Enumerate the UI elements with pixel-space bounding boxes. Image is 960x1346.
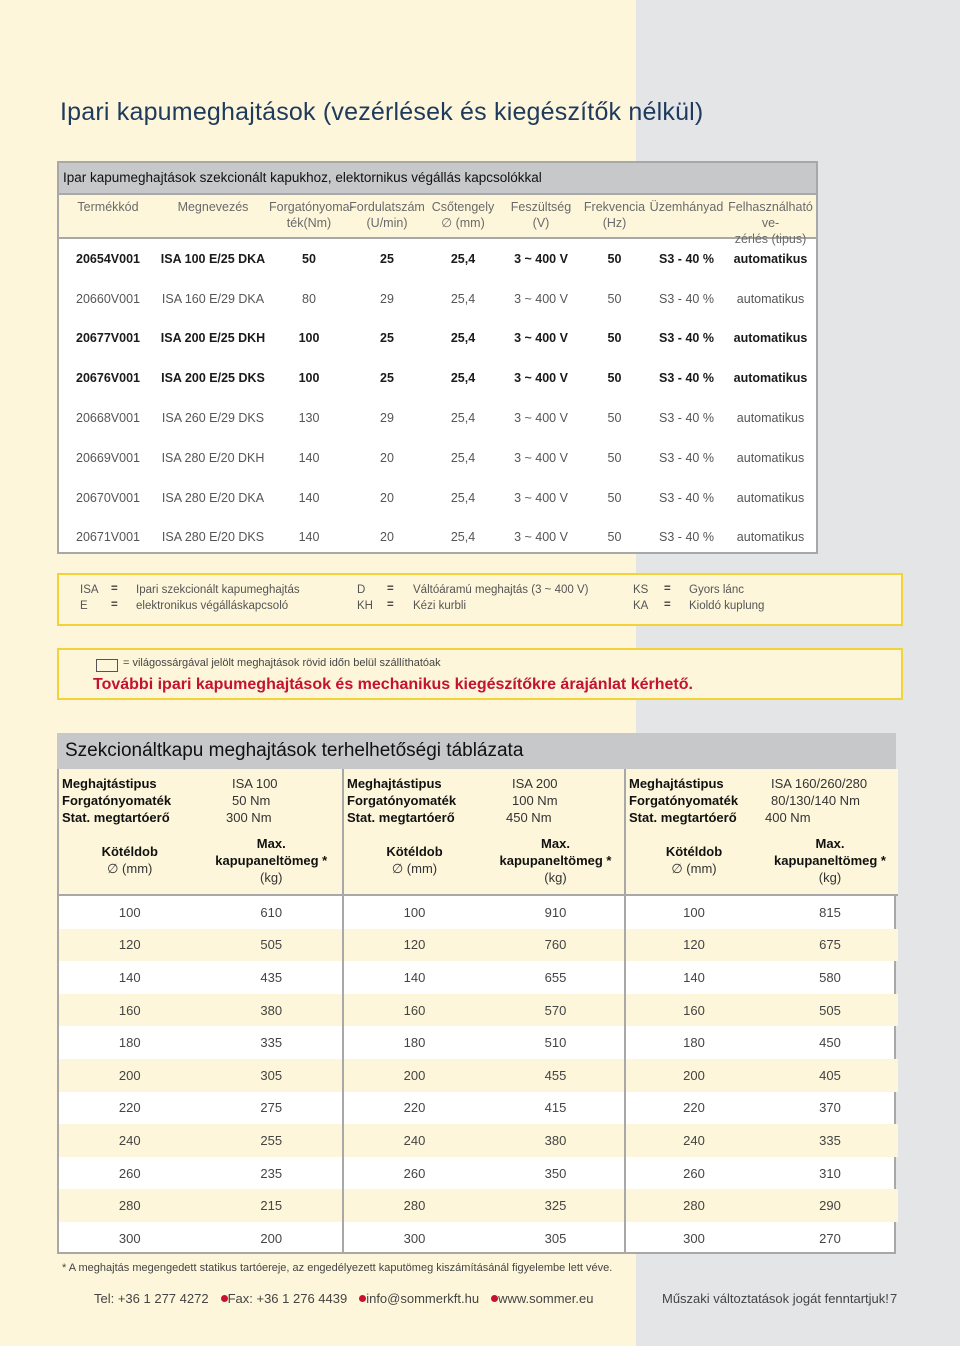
spec-value: 100 Nm xyxy=(512,793,558,808)
drum-diameter-cell: 160 xyxy=(403,1002,426,1018)
drum-label: Kötéldob xyxy=(101,844,158,859)
spec-label: Stat. megtartóerő xyxy=(629,810,737,825)
table-row xyxy=(59,961,342,994)
drum-label: Kötéldob xyxy=(386,844,443,859)
table-row xyxy=(59,518,816,558)
table-cell: 25,4 xyxy=(450,251,476,266)
max-label: Max. xyxy=(815,835,845,851)
max-label: Max. xyxy=(256,835,286,851)
max-weight-cell: 325 xyxy=(544,1198,567,1214)
spec-label: Forgatónyomaték xyxy=(629,793,739,808)
drum-unit: ∅ (mm) xyxy=(671,861,717,876)
table-row xyxy=(59,398,816,438)
highlight-swatch xyxy=(96,659,118,672)
spec-label: Forgatónyomaték xyxy=(62,793,172,808)
header-cell: Megnevezés xyxy=(177,200,249,214)
table-row xyxy=(59,1222,342,1255)
table-cell: 20670V001 xyxy=(76,490,140,505)
table-cell: S3 - 40 % xyxy=(659,331,714,346)
table-cell: 50 xyxy=(607,530,622,545)
table-cell: 25,4 xyxy=(450,411,476,426)
legend-eq: = xyxy=(111,583,118,595)
table-row xyxy=(344,994,626,1027)
drum-diameter-cell: 160 xyxy=(118,1002,141,1018)
product-table-header xyxy=(59,195,816,246)
max-weight-header xyxy=(485,826,626,894)
table-row xyxy=(626,1222,898,1255)
header-cell: Forgatónyoma- ték(Nm) xyxy=(269,200,354,230)
drum-diameter-cell: 260 xyxy=(118,1165,141,1181)
table-row xyxy=(626,1059,898,1092)
table-row xyxy=(626,961,898,994)
load-table xyxy=(57,769,896,1254)
table-cell: 3 ~ 400 V xyxy=(514,251,568,266)
header-cell: Felhasználható ve- zérlés (tipus) xyxy=(728,200,813,246)
max-weight-cell: 510 xyxy=(544,1035,567,1051)
table-row xyxy=(344,1026,626,1059)
table-cell: 29 xyxy=(380,411,394,426)
table-cell: 25,4 xyxy=(450,490,476,505)
drive-spec xyxy=(626,769,898,826)
table-cell: 130 xyxy=(298,411,320,426)
drum-diameter-cell: 100 xyxy=(118,904,141,920)
page-number: 7 xyxy=(890,1291,898,1306)
spec-label: Stat. megtartóerő xyxy=(347,810,455,825)
max-weight-cell: 435 xyxy=(260,969,283,985)
table-cell: 100 xyxy=(298,371,320,386)
max-weight-header xyxy=(762,826,898,894)
footer-email[interactable]: info@sommerkft.hu xyxy=(366,1291,480,1306)
legend-text: Kioldó kuplung xyxy=(689,600,765,612)
footer-fax: Fax: +36 1 276 4439 xyxy=(227,1291,348,1306)
drum-diameter-cell: 300 xyxy=(403,1230,426,1246)
table-row xyxy=(59,279,816,319)
table-row xyxy=(59,896,342,929)
table-row xyxy=(626,1124,898,1157)
max-weight-cell: 675 xyxy=(819,937,841,953)
availability-note xyxy=(57,648,903,700)
spec-value: 450 Nm xyxy=(506,810,552,825)
table-row xyxy=(344,1092,626,1125)
drum-diameter-cell: 140 xyxy=(683,969,705,985)
footer-website[interactable]: www.sommer.eu xyxy=(498,1291,594,1306)
table-row xyxy=(59,358,816,398)
table-row xyxy=(344,1059,626,1092)
drum-diameter-cell: 160 xyxy=(683,1002,705,1018)
table-cell: automatikus xyxy=(736,490,805,505)
max-weight-cell: 815 xyxy=(819,904,841,920)
spec-label: Meghajtástipus xyxy=(62,776,157,791)
table-cell: ISA 100 E/25 DKA xyxy=(160,251,266,266)
max-weight-cell: 505 xyxy=(819,1002,841,1018)
table-cell: 3 ~ 400 V xyxy=(514,291,568,306)
footer-phone: Tel: +36 1 277 4272 xyxy=(94,1291,209,1306)
drum-diameter-cell: 220 xyxy=(403,1100,426,1116)
table-cell: 3 ~ 400 V xyxy=(514,490,568,505)
table-row xyxy=(59,438,816,478)
table-cell: 25,4 xyxy=(450,331,476,346)
table-row xyxy=(626,1092,898,1125)
table-cell: 29 xyxy=(380,291,394,306)
table-cell: ISA 280 E/20 DKH xyxy=(161,450,265,465)
table-row xyxy=(344,1222,626,1255)
table-cell: 20669V001 xyxy=(76,450,140,465)
table-cell: 25,4 xyxy=(450,371,476,386)
table-row xyxy=(59,1092,342,1125)
header-cell: Frekvencia (Hz) xyxy=(583,200,646,230)
max-weight-cell: 270 xyxy=(819,1230,841,1246)
table-cell: 3 ~ 400 V xyxy=(514,450,568,465)
header-cell: Fordulatszám (U/min) xyxy=(349,200,425,230)
drum-header xyxy=(59,826,201,894)
max-weight-cell: 275 xyxy=(260,1100,283,1116)
load-column-header xyxy=(59,826,342,896)
table-cell: 20 xyxy=(380,450,394,465)
max-weight-cell: 305 xyxy=(260,1067,283,1083)
drum-diameter-cell: 200 xyxy=(683,1067,705,1083)
load-group xyxy=(624,769,898,1252)
max-weight-cell: 455 xyxy=(544,1067,567,1083)
table-cell: 50 xyxy=(607,251,622,266)
table-cell: ISA 280 E/20 DKA xyxy=(161,490,265,505)
drum-diameter-cell: 220 xyxy=(118,1100,141,1116)
spec-label: Meghajtástipus xyxy=(347,776,442,791)
table-cell: 25 xyxy=(380,371,394,386)
table-cell: ISA 260 E/29 DKS xyxy=(161,411,265,426)
table-cell: 140 xyxy=(298,450,320,465)
availability-note-text: = világossárgával jelölt meghajtások rövid időn belül szállíthatóak xyxy=(123,657,441,669)
max-weight-unit: (kg) xyxy=(544,869,567,885)
max-weight-cell: 370 xyxy=(819,1100,841,1116)
spec-value: 80/130/140 Nm xyxy=(771,793,860,808)
legend-text: elektronikus végálláskapcsoló xyxy=(136,600,289,612)
max-weight-cell: 760 xyxy=(544,937,567,953)
drum-diameter-cell: 260 xyxy=(403,1165,426,1181)
max-weight-cell: 350 xyxy=(544,1165,567,1181)
table-cell: 50 xyxy=(607,331,622,346)
table-cell: 50 xyxy=(607,411,622,426)
max-weight-header xyxy=(201,826,343,894)
spec-value: 300 Nm xyxy=(226,810,272,825)
spec-label: Meghajtástipus xyxy=(629,776,724,791)
drum-diameter-cell: 260 xyxy=(683,1165,705,1181)
spec-value: ISA 200 xyxy=(512,776,558,791)
drum-diameter-cell: 200 xyxy=(403,1067,426,1083)
drum-diameter-cell: 100 xyxy=(403,904,426,920)
max-weight-cell: 235 xyxy=(260,1165,283,1181)
drum-diameter-cell: 120 xyxy=(118,937,141,953)
load-group xyxy=(342,769,626,1252)
product-table xyxy=(57,161,818,554)
legend-eq: = xyxy=(387,583,394,595)
max-weight-cell: 415 xyxy=(544,1100,567,1116)
drum-diameter-cell: 180 xyxy=(118,1035,141,1051)
max-weight-label: kapupaneltömeg * xyxy=(774,852,886,868)
header-cell: Csőtengely ∅ (mm) xyxy=(431,200,495,230)
table-cell: 20 xyxy=(380,530,394,545)
load-table-title: Szekcionáltkapu meghajtások terhelhetőségi táblázata xyxy=(57,733,896,769)
spec-value: 50 Nm xyxy=(232,793,271,808)
table-cell: 20671V001 xyxy=(76,530,140,545)
max-weight-cell: 610 xyxy=(260,904,283,920)
drum-diameter-cell: 240 xyxy=(403,1132,426,1148)
table-cell: 25 xyxy=(380,331,394,346)
drum-unit: ∅ (mm) xyxy=(391,861,438,876)
max-weight-cell: 255 xyxy=(260,1132,283,1148)
table-cell: 3 ~ 400 V xyxy=(514,371,568,386)
table-cell: 50 xyxy=(607,291,622,306)
max-weight-cell: 580 xyxy=(819,969,841,985)
drum-label: Kötéldob xyxy=(665,844,723,859)
max-weight-unit: (kg) xyxy=(818,869,842,885)
quote-request-text: További ipari kapumeghajtások és mechanikus kiegészítőkre árajánlat kérhető. xyxy=(93,676,693,693)
spec-value: ISA 160/260/280 xyxy=(771,776,868,791)
table-cell: 3 ~ 400 V xyxy=(514,331,568,346)
table-cell: 50 xyxy=(607,371,622,386)
table-row xyxy=(626,1026,898,1059)
drum-diameter-cell: 300 xyxy=(118,1230,141,1246)
table-cell: ISA 280 E/20 DKS xyxy=(161,530,265,545)
table-row xyxy=(344,929,626,962)
drum-diameter-cell: 120 xyxy=(683,937,705,953)
max-weight-cell: 310 xyxy=(819,1165,841,1181)
legend-text: Gyors lánc xyxy=(689,584,744,596)
drum-diameter-cell: 180 xyxy=(403,1035,426,1051)
table-row xyxy=(59,1059,342,1092)
table-cell: automatikus xyxy=(736,530,805,545)
table-row xyxy=(59,1026,342,1059)
table-row xyxy=(59,1157,342,1190)
legend-abbr: KS xyxy=(633,584,649,596)
spec-value: 400 Nm xyxy=(765,810,811,825)
spec-label: Forgatónyomaték xyxy=(347,793,457,808)
legend-abbr: KA xyxy=(633,600,649,612)
table-row xyxy=(344,1157,626,1190)
max-weight-unit: (kg) xyxy=(260,869,283,885)
drum-diameter-cell: 240 xyxy=(683,1132,705,1148)
legend-eq: = xyxy=(664,583,671,595)
drum-header xyxy=(626,826,762,894)
table-row xyxy=(59,319,816,359)
table-cell: 20 xyxy=(380,490,394,505)
table-cell: 140 xyxy=(298,490,320,505)
table-row xyxy=(626,1157,898,1190)
table-row xyxy=(344,961,626,994)
drum-diameter-cell: 120 xyxy=(403,937,426,953)
max-weight-cell: 200 xyxy=(260,1230,283,1246)
load-column-header xyxy=(344,826,626,896)
table-cell: S3 - 40 % xyxy=(659,371,714,386)
max-weight-cell: 380 xyxy=(544,1132,567,1148)
table-row xyxy=(344,1124,626,1157)
max-weight-cell: 305 xyxy=(544,1230,567,1246)
table-cell: S3 - 40 % xyxy=(659,490,714,505)
page-title: Ipari kapumeghajtások (vezérlések és kiegészítők nélkül) xyxy=(60,98,704,126)
load-group xyxy=(59,769,342,1252)
drum-diameter-cell: 200 xyxy=(118,1067,141,1083)
legend-text: Kézi kurbli xyxy=(413,600,467,612)
drum-diameter-cell: 140 xyxy=(118,969,141,985)
table-cell: 20660V001 xyxy=(76,291,140,306)
table-cell: 20668V001 xyxy=(76,411,140,426)
product-table-body xyxy=(59,239,816,557)
legend-abbr: D xyxy=(357,584,366,596)
table-cell: 50 xyxy=(607,490,622,505)
drum-diameter-cell: 280 xyxy=(403,1198,426,1214)
table-cell: 25,4 xyxy=(450,530,476,545)
drive-spec xyxy=(59,769,342,826)
drum-diameter-cell: 180 xyxy=(683,1035,705,1051)
abbreviation-legend xyxy=(57,573,903,626)
header-cell: Termékkód xyxy=(77,200,139,214)
table-cell: 25 xyxy=(380,251,394,266)
table-cell: 50 xyxy=(607,450,622,465)
table-row xyxy=(59,239,816,279)
drum-header xyxy=(344,826,485,894)
legend-eq: = xyxy=(387,599,394,611)
table-cell: 3 ~ 400 V xyxy=(514,530,568,545)
contact-footer xyxy=(94,1291,593,1306)
max-weight-cell: 405 xyxy=(819,1067,841,1083)
spec-value: ISA 100 xyxy=(232,776,278,791)
max-weight-cell: 505 xyxy=(260,937,283,953)
table-cell: S3 - 40 % xyxy=(659,411,714,426)
drum-diameter-cell: 300 xyxy=(683,1230,705,1246)
table-cell: S3 - 40 % xyxy=(659,530,714,545)
max-weight-cell: 335 xyxy=(260,1035,283,1051)
table-row xyxy=(59,994,342,1027)
legend-eq: = xyxy=(111,599,118,611)
max-weight-cell: 655 xyxy=(544,969,567,985)
table-row xyxy=(59,478,816,518)
table-row xyxy=(626,896,898,929)
rights-notice: Műszaki változtatások jogát fenntartjuk! xyxy=(662,1291,889,1306)
load-column-header xyxy=(626,826,898,896)
max-label: Max. xyxy=(541,835,570,851)
product-table-caption: Ipar kapumeghajtások szekcionált kapukhoz, elektornikus végállás kapcsolókkal xyxy=(59,163,816,195)
table-cell: S3 - 40 % xyxy=(659,251,714,266)
table-row xyxy=(626,994,898,1027)
table-cell: automatikus xyxy=(733,371,808,386)
drum-diameter-cell: 140 xyxy=(403,969,426,985)
table-cell: automatikus xyxy=(733,331,808,346)
table-cell: ISA 160 E/29 DKA xyxy=(161,291,265,306)
table-cell: ISA 200 E/25 DKH xyxy=(160,331,266,346)
table-cell: 20677V001 xyxy=(76,331,140,346)
max-weight-cell: 450 xyxy=(819,1035,841,1051)
max-weight-cell: 215 xyxy=(260,1198,283,1214)
table-cell: S3 - 40 % xyxy=(659,291,714,306)
table-cell: automatikus xyxy=(736,450,805,465)
table-cell: 25,4 xyxy=(450,450,476,465)
max-weight-cell: 570 xyxy=(544,1002,567,1018)
drum-diameter-cell: 100 xyxy=(683,904,705,920)
drum-diameter-cell: 220 xyxy=(683,1100,705,1116)
legend-eq: = xyxy=(664,599,671,611)
drum-unit: ∅ (mm) xyxy=(107,861,153,876)
legend-text: Váltóáramú meghajtás (3 ~ 400 V) xyxy=(413,584,589,596)
legend-text: Ipari szekcionált kapumeghajtás xyxy=(136,584,300,596)
drive-spec xyxy=(344,769,626,826)
table-cell: automatikus xyxy=(733,251,808,266)
spec-label: Stat. megtartóerő xyxy=(62,810,170,825)
header-cell: Feszültség (V) xyxy=(510,200,572,230)
table-row xyxy=(626,1189,898,1222)
table-row xyxy=(626,929,898,962)
max-weight-cell: 910 xyxy=(544,904,567,920)
table-row xyxy=(59,1124,342,1157)
table-cell: 100 xyxy=(298,331,320,346)
table-cell: 50 xyxy=(302,251,316,266)
table-cell: 25,4 xyxy=(450,291,476,306)
drum-diameter-cell: 240 xyxy=(118,1132,141,1148)
max-weight-cell: 380 xyxy=(260,1002,283,1018)
legend-abbr: ISA xyxy=(80,584,99,596)
table-row xyxy=(344,1189,626,1222)
footnote: * A meghajtás megengedett statikus tartóereje, az engedélyezett kaputömeg kiszámításánál figyelembe lett véve. xyxy=(62,1262,613,1274)
table-cell: 80 xyxy=(302,291,316,306)
table-row xyxy=(59,929,342,962)
table-cell: 20654V001 xyxy=(76,251,140,266)
max-weight-label: kapupaneltömeg * xyxy=(215,852,328,868)
table-cell: S3 - 40 % xyxy=(659,450,714,465)
table-cell: automatikus xyxy=(736,291,805,306)
max-weight-label: kapupaneltömeg * xyxy=(499,852,612,868)
header-cell: Üzemhányad xyxy=(649,200,724,214)
table-cell: 3 ~ 400 V xyxy=(514,411,568,426)
legend-abbr: KH xyxy=(357,600,373,612)
bullet-dot-icon xyxy=(221,1295,228,1302)
table-row xyxy=(59,1189,342,1222)
legend-abbr: E xyxy=(80,600,88,612)
table-cell: automatikus xyxy=(736,411,805,426)
drum-diameter-cell: 280 xyxy=(683,1198,705,1214)
table-cell: 20676V001 xyxy=(76,371,140,386)
table-cell: 140 xyxy=(298,530,320,545)
table-cell: ISA 200 E/25 DKS xyxy=(161,371,265,386)
max-weight-cell: 335 xyxy=(819,1132,841,1148)
table-row xyxy=(344,896,626,929)
max-weight-cell: 290 xyxy=(819,1198,841,1214)
drum-diameter-cell: 280 xyxy=(118,1198,141,1214)
